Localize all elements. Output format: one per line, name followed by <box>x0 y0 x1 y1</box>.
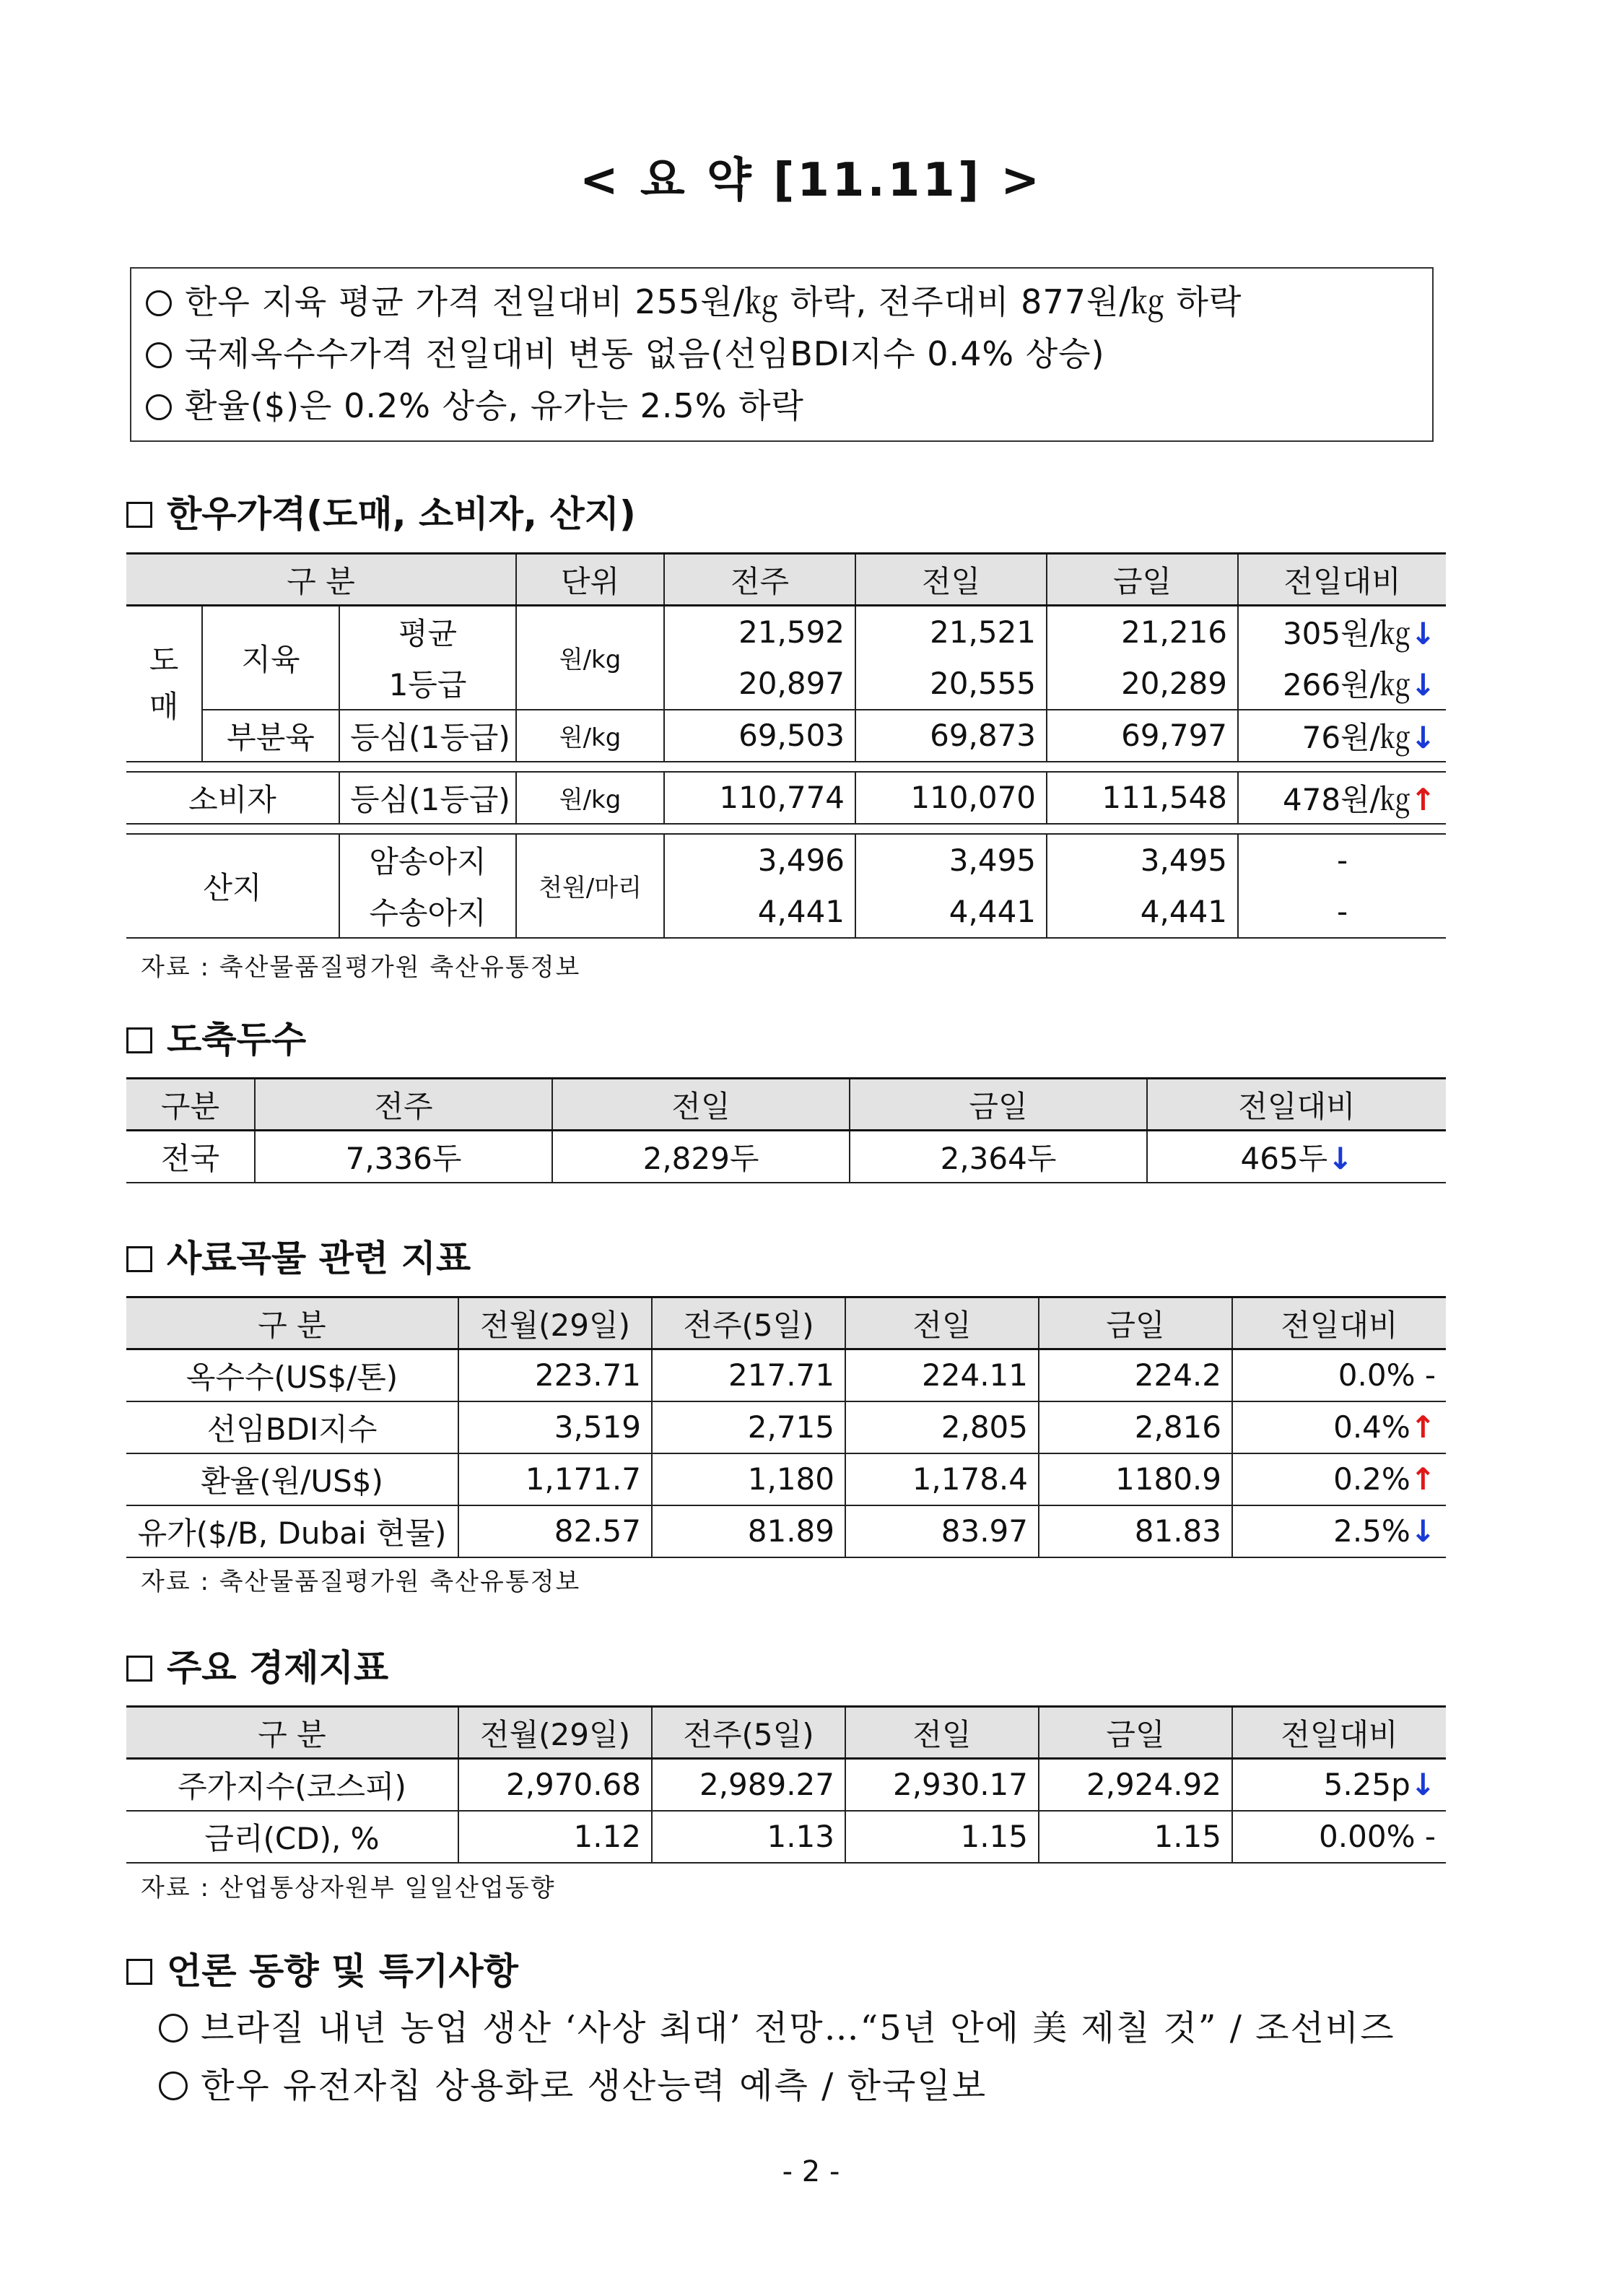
summary-item: 국제옥수수가격 전일대비 변동 없음(선임BDI지수 0.4% 상승) <box>146 328 1418 380</box>
economy-table <box>126 1705 1446 1864</box>
checkbox-square-icon <box>126 1246 152 1272</box>
dash-icon: - <box>1424 1357 1436 1393</box>
hanwoo-price-table <box>126 552 1446 939</box>
arrow-down-icon: ↓ <box>1410 616 1436 652</box>
checkbox-square-icon <box>126 502 152 528</box>
checkbox-square-icon <box>126 1656 152 1682</box>
arrow-up-icon: ↑ <box>1410 1461 1436 1497</box>
summary-box <box>130 267 1434 442</box>
table-header-row: 구 분 전월(29일) 전주(5일) 전일 금일 전일대비 <box>126 1707 1446 1759</box>
source-note: 자료 : 축산물품질평가원 축산유통정보 <box>141 1567 581 1596</box>
table-row: 금리(CD), % 1.12 1.13 1.15 1.15 0.00% - <box>126 1811 1446 1863</box>
table-row: 소비자 등심(1등급) 원/kg 110,774 110,070 111,548 478원/㎏↑ <box>126 772 1446 824</box>
news-item: 브라질 내년 농업 생산 ‘사상 최대’ 전망…“5년 안에 美 제칠 것” / 조선비즈 <box>159 2000 1395 2050</box>
arrow-down-icon: ↓ <box>1410 667 1436 703</box>
arrow-down-icon: ↓ <box>1410 1767 1436 1803</box>
table-header-row: 구 분 단위 전주 전일 금일 전일대비 <box>126 554 1446 606</box>
feed-table <box>126 1296 1446 1558</box>
table-row: 옥수수(US$/톤) 223.71 217.71 224.11 224.2 0.0% - <box>126 1349 1446 1401</box>
circle-bullet-icon <box>146 342 172 368</box>
news-item: 한우 유전자칩 상용화로 생산능력 예측 / 한국일보 <box>159 2058 987 2108</box>
table-row: 도 매 지육 평균 원/kg 21,592 21,521 21,216 305원/㎏↓ <box>126 606 1446 658</box>
table-row: 환율(원/US$) 1,171.7 1,180 1,178.4 1180.9 0.2%↑ <box>126 1453 1446 1505</box>
arrow-down-icon: ↓ <box>1410 719 1436 755</box>
circle-bullet-icon <box>146 394 172 420</box>
arrow-down-icon: ↓ <box>1327 1140 1353 1176</box>
circle-bullet-icon <box>146 290 172 316</box>
section-heading-feed: 사료곡물 관련 지표 <box>126 1230 471 1282</box>
circle-bullet-icon <box>159 2014 188 2043</box>
table-row: 부분육 등심(1등급) 원/kg 69,503 69,873 69,797 76원/㎏↓ <box>126 710 1446 762</box>
arrow-down-icon: ↓ <box>1410 1513 1436 1549</box>
page-number: - 2 - <box>782 2155 840 2188</box>
source-note: 자료 : 산업통상자원부 일일산업동향 <box>141 1874 556 1903</box>
table-row: 주가지수(코스피) 2,970.68 2,989.27 2,930.17 2,924.92 5.25p↓ <box>126 1759 1446 1811</box>
arrow-up-icon: ↑ <box>1410 1409 1436 1445</box>
table-row: 전국 7,336두 2,829두 2,364두 465두↓ <box>126 1131 1446 1183</box>
circle-bullet-icon <box>159 2071 188 2100</box>
table-row: 산지 암송아지 천원/마리 3,496 3,495 3,495 - <box>126 834 1446 886</box>
source-note: 자료 : 축산물품질평가원 축산유통정보 <box>141 953 581 982</box>
table-row: 유가($/B, Dubai 현물) 82.57 81.89 83.97 81.83 2.5%↓ <box>126 1505 1446 1557</box>
summary-item: 환율($)은 0.2% 상승, 유가는 2.5% 하락 <box>146 380 1418 432</box>
summary-item: 한우 지육 평균 가격 전일대비 255원/㎏ 하락, 전주대비 877원/㎏ 하락 <box>146 276 1418 328</box>
section-heading-hanwoo: 한우가격(도매, 소비자, 산지) <box>126 485 636 537</box>
section-heading-slaughter: 도축두수 <box>126 1011 306 1063</box>
section-heading-economy: 주요 경제지표 <box>126 1639 388 1691</box>
dash-icon: - <box>1424 1819 1436 1854</box>
table-header-row: 구 분 전월(29일) 전주(5일) 전일 금일 전일대비 <box>126 1297 1446 1349</box>
checkbox-square-icon <box>126 1959 152 1985</box>
slaughter-table <box>126 1077 1446 1183</box>
page-title: < 요 약 [11.11] > <box>580 154 1042 207</box>
table-header-row: 구분 전주 전일 금일 전일대비 <box>126 1079 1446 1131</box>
checkbox-square-icon <box>126 1027 152 1053</box>
section-heading-news: 언론 동향 및 특기사항 <box>126 1942 518 1994</box>
table-row: 1등급 20,897 20,555 20,289 266원/㎏↓ <box>126 658 1446 710</box>
arrow-up-icon: ↑ <box>1410 781 1436 817</box>
table-row: 수송아지 4,441 4,441 4,441 - <box>126 886 1446 938</box>
table-row: 선임BDI지수 3,519 2,715 2,805 2,816 0.4%↑ <box>126 1401 1446 1453</box>
